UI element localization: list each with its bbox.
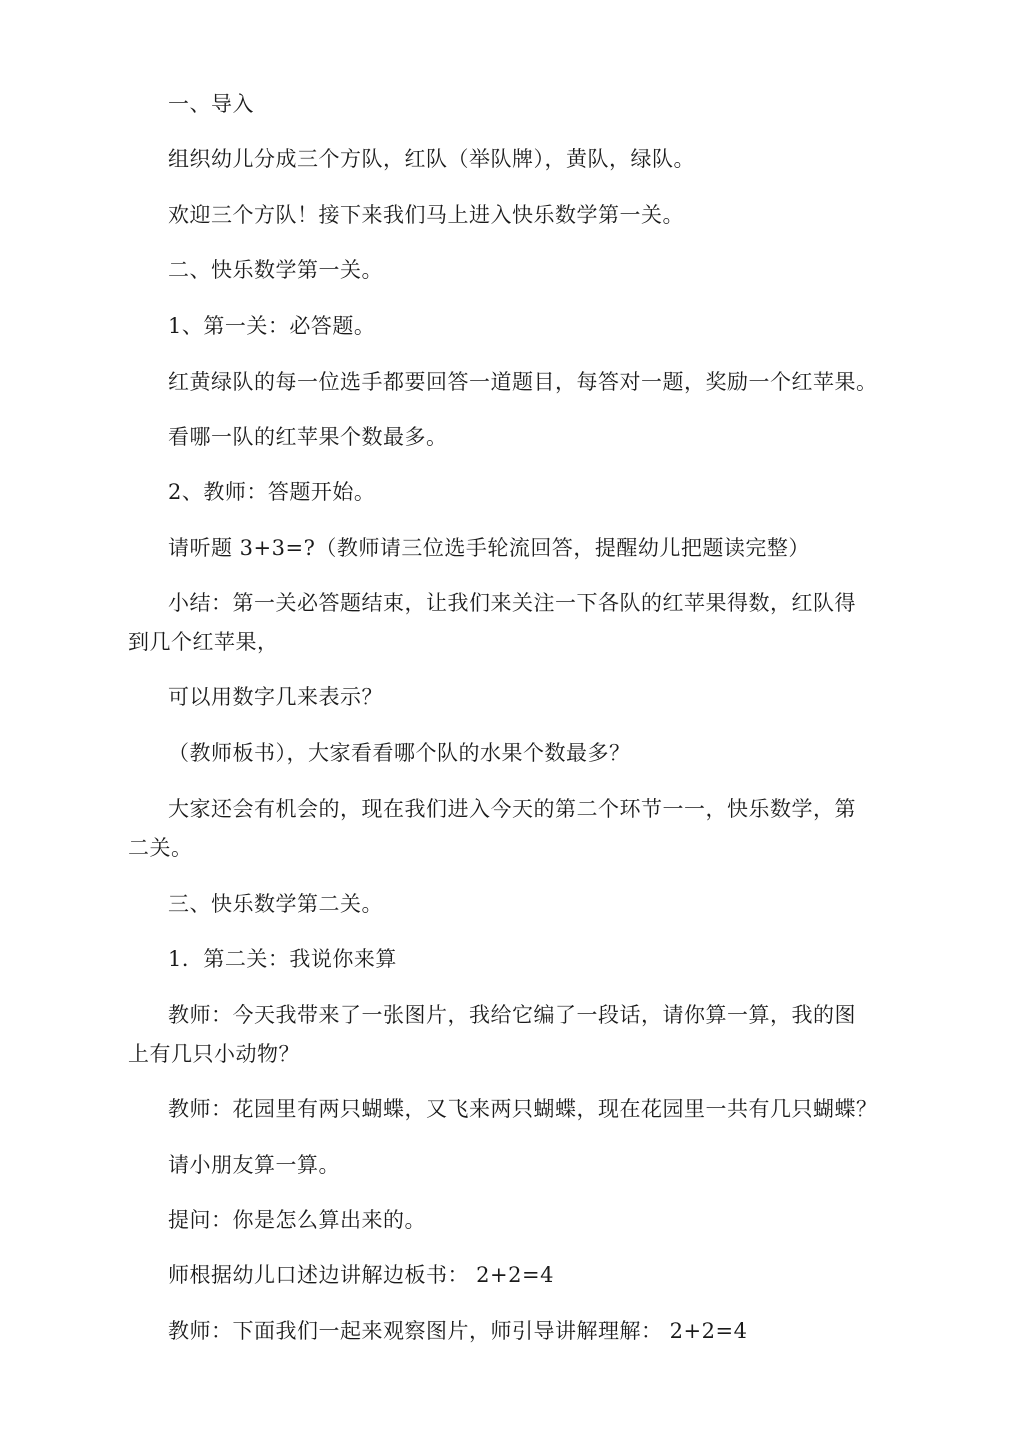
paragraph: 1、第一关：必答题。: [168, 314, 376, 338]
paragraph-line: 教师：今天我带来了一张图片，我给它编了一段话，请你算一算，我的图: [168, 1003, 856, 1027]
paragraph: 可以用数字几来表示？: [168, 685, 383, 709]
paragraph: 请听题 3+3=?（教师请三位选手轮流回答，提醒幼儿把题读完整）: [168, 536, 810, 560]
paragraph: 师根据幼儿口述边讲解边板书： 2+2=4: [168, 1263, 554, 1287]
heading-level-three: 三、快乐数学第二关。: [168, 892, 383, 916]
heading-intro: 一、导入: [168, 92, 254, 116]
paragraph: 提问：你是怎么算出来的。: [168, 1208, 426, 1232]
paragraph: 教师：花园里有两只蝴蝶，又飞来两只蝴蝶，现在花园里一共有几只蝴蝶？: [168, 1097, 878, 1121]
paragraph-line: 到几个红苹果，: [128, 630, 279, 654]
paragraph: 2、教师：答题开始。: [168, 480, 376, 504]
paragraph: （教师板书），大家看看哪个队的水果个数最多？: [168, 741, 631, 765]
paragraph-line: 小结：第一关必答题结束，让我们来关注一下各队的红苹果得数，红队得: [168, 591, 856, 615]
paragraph: 欢迎三个方队！接下来我们马上进入快乐数学第一关。: [168, 203, 684, 227]
paragraph: 红黄绿队的每一位选手都要回答一道题目，每答对一题，奖励一个红苹果。: [168, 370, 878, 394]
paragraph: 组织幼儿分成三个方队，红队（举队牌），黄队，绿队。: [168, 147, 695, 171]
heading-level-one: 二、快乐数学第一关。: [168, 258, 383, 282]
paragraph: 看哪一队的红苹果个数最多。: [168, 425, 448, 449]
paragraph-line: 上有几只小动物？: [128, 1042, 300, 1066]
paragraph-line: 二关。: [128, 836, 193, 860]
paragraph-line: 大家还会有机会的，现在我们进入今天的第二个环节一一，快乐数学，第: [168, 797, 856, 821]
paragraph: 1．第二关：我说你来算: [168, 947, 397, 971]
paragraph: 教师：下面我们一起来观察图片，师引导讲解理解： 2+2=4: [168, 1319, 748, 1343]
paragraph: 请小朋友算一算。: [168, 1153, 340, 1177]
